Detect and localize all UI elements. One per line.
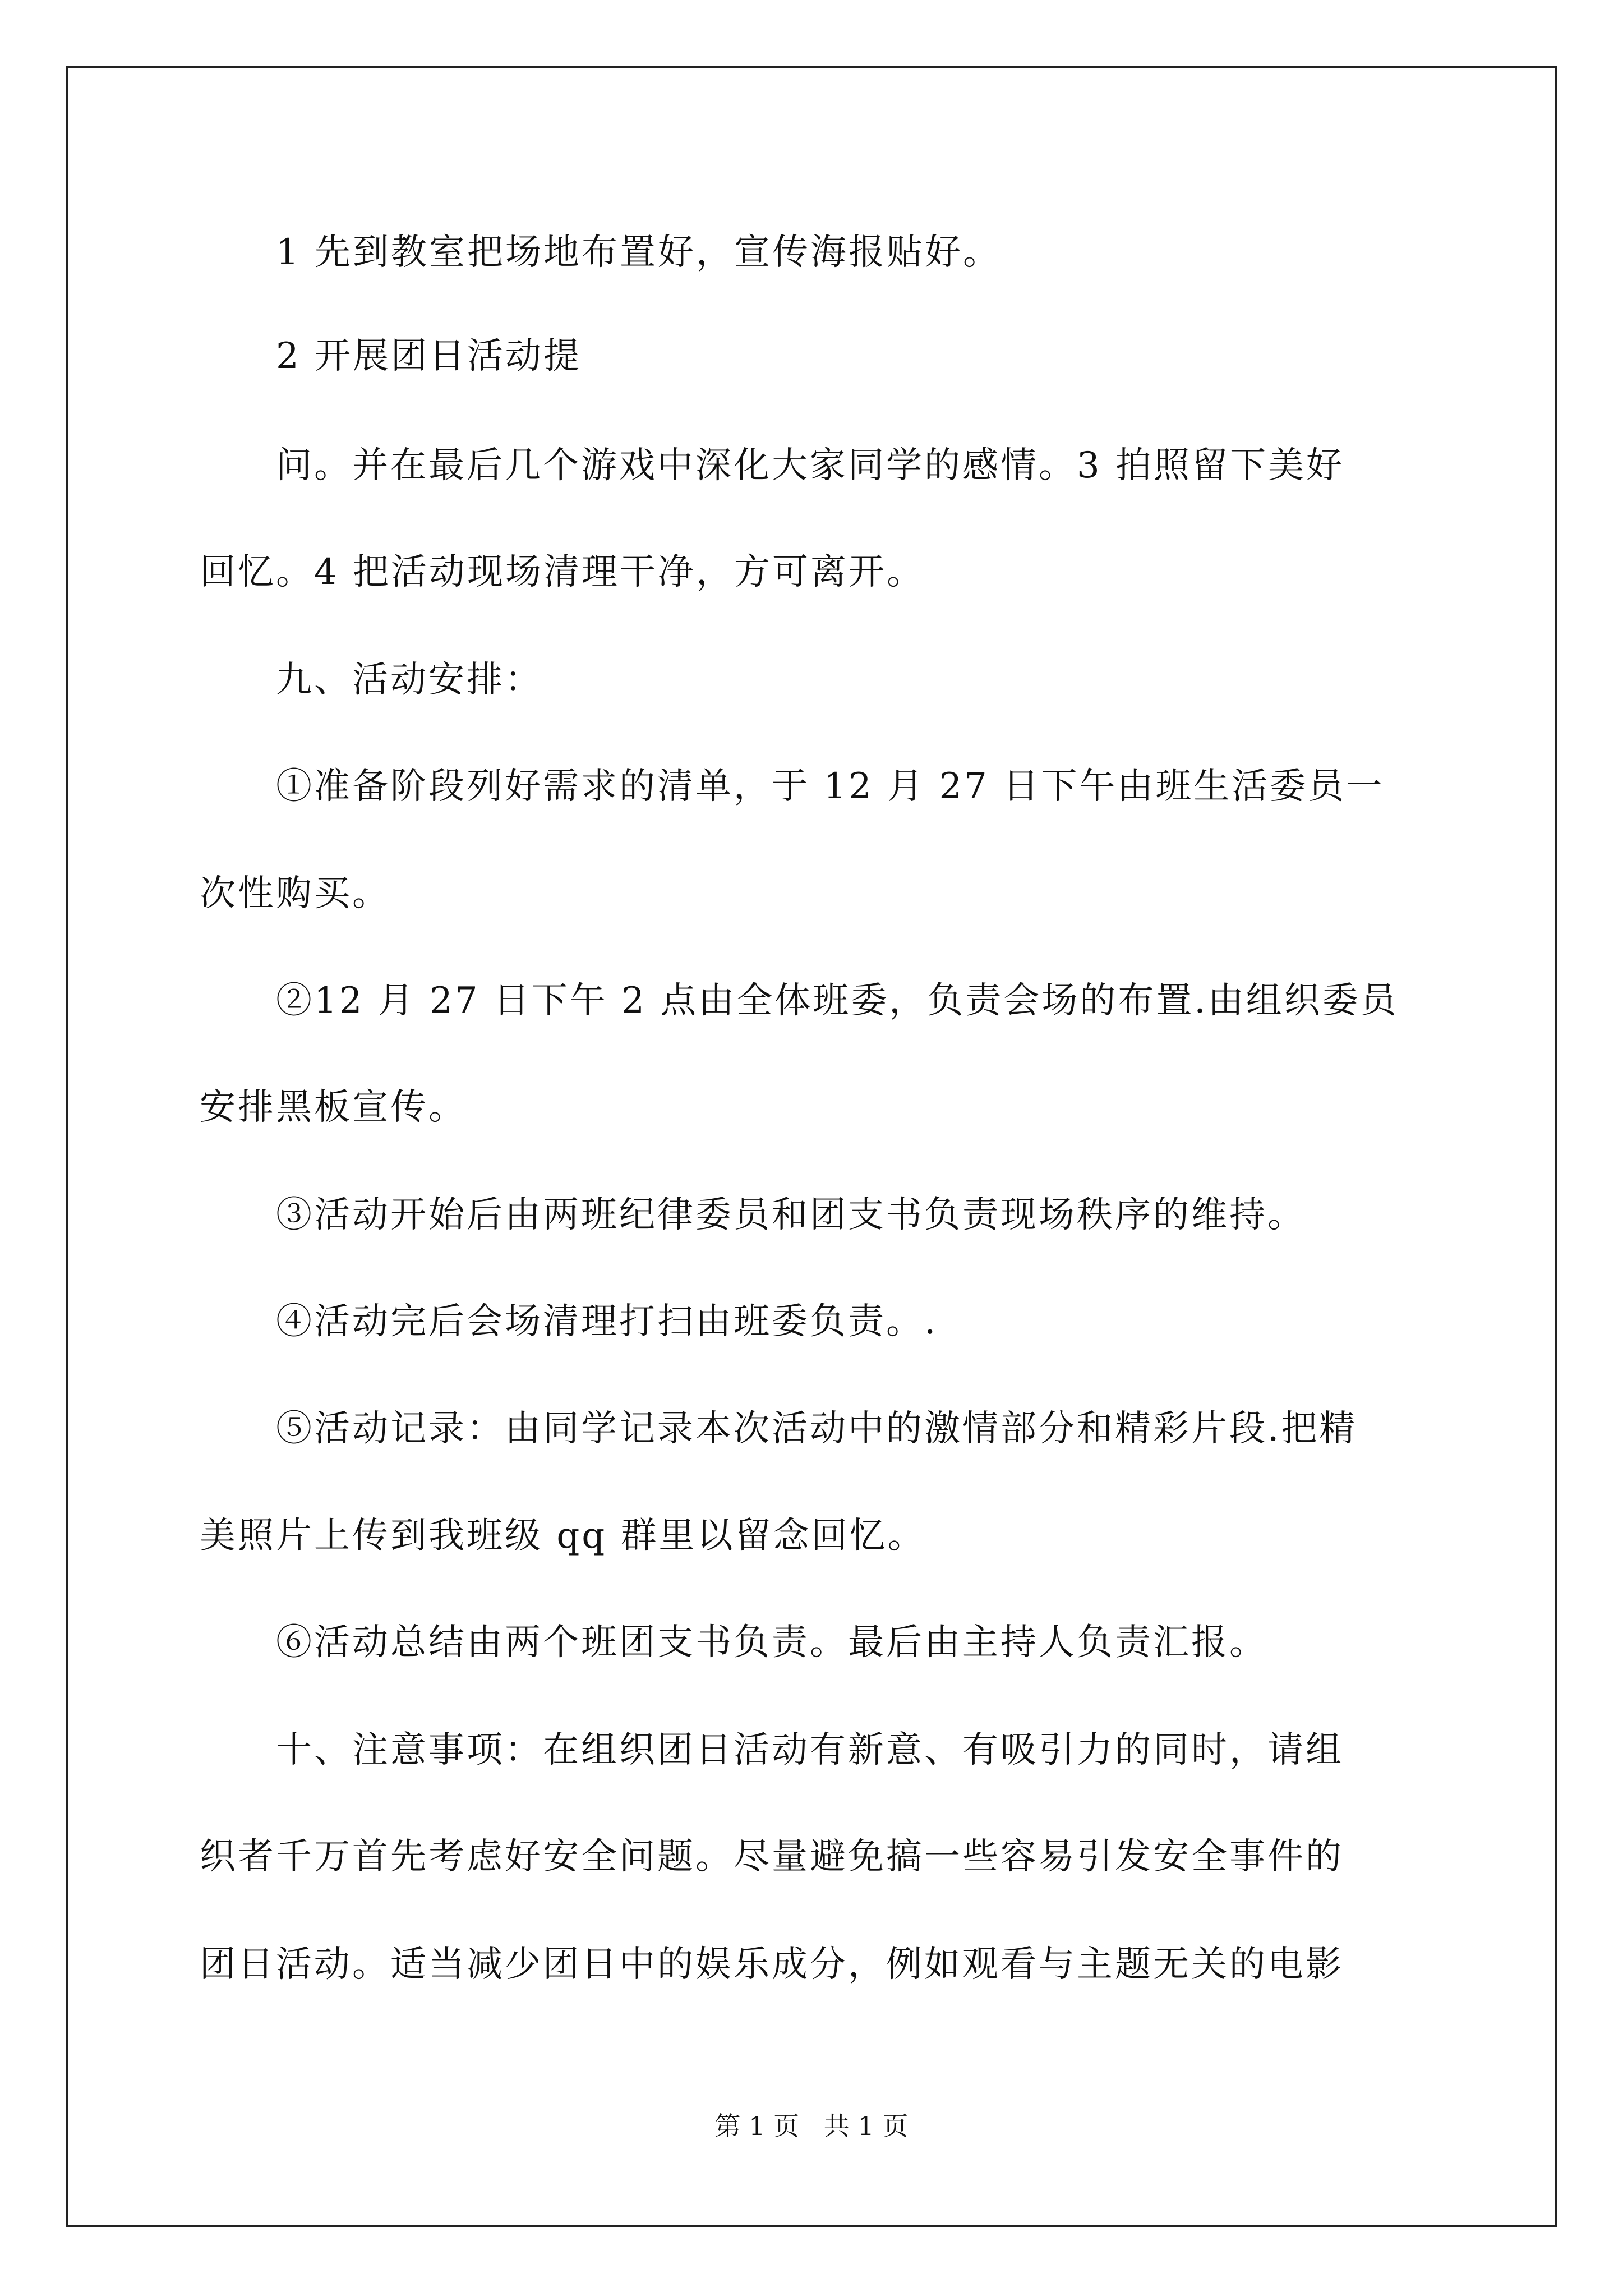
- page-border: [66, 66, 1557, 2227]
- section-heading-nine: 九、活动安排：: [276, 659, 543, 701]
- paragraph-line-2: 2 开展团日活动提: [276, 335, 582, 377]
- arrangement-item-6: ⑥活动总结由两个班团支书负责。最后由主持人负责汇报。: [276, 1622, 1267, 1663]
- paragraph-line-4: 回忆。4 把活动现场清理干净，方可离开。: [200, 551, 925, 593]
- arrangement-item-5: ⑤活动记录：由同学记录本次活动中的激情部分和精彩片段.把精: [276, 1408, 1358, 1450]
- arrangement-item-4: ④活动完后会场清理打扫由班委负责。.: [276, 1301, 938, 1342]
- section-heading-ten: 十、注意事项：在组织团日活动有新意、有吸引力的同时，请组: [276, 1729, 1344, 1771]
- arrangement-item-1-cont: 次性购买。: [200, 873, 390, 914]
- paragraph-line-3: 问。并在最后几个游戏中深化大家同学的感情。3 拍照留下美好: [276, 445, 1345, 486]
- arrangement-item-5-cont: 美照片上传到我班级 qq 群里以留念回忆。: [200, 1515, 926, 1557]
- paragraph-line-1: 1 先到教室把场地布置好，宣传海报贴好。: [276, 232, 1002, 273]
- arrangement-item-1: ①准备阶段列好需求的清单，于 12 月 27 日下午由班生活委员一: [276, 766, 1385, 807]
- notes-line-3: 团日活动。适当减少团日中的娱乐成分，例如观看与主题无关的电影: [200, 1944, 1344, 1985]
- arrangement-item-2-cont: 安排黑板宣传。: [200, 1087, 467, 1128]
- arrangement-item-3: ③活动开始后由两班纪律委员和团支书负责现场秩序的维持。: [276, 1194, 1306, 1236]
- page-footer: 第 1 页 共 1 页: [714, 2111, 909, 2141]
- notes-line-2: 织者千万首先考虑好安全问题。尽量避免搞一些容易引发安全事件的: [200, 1836, 1344, 1878]
- arrangement-item-2: ②12 月 27 日下午 2 点由全体班委，负责会场的布置.由组织委员: [276, 980, 1399, 1022]
